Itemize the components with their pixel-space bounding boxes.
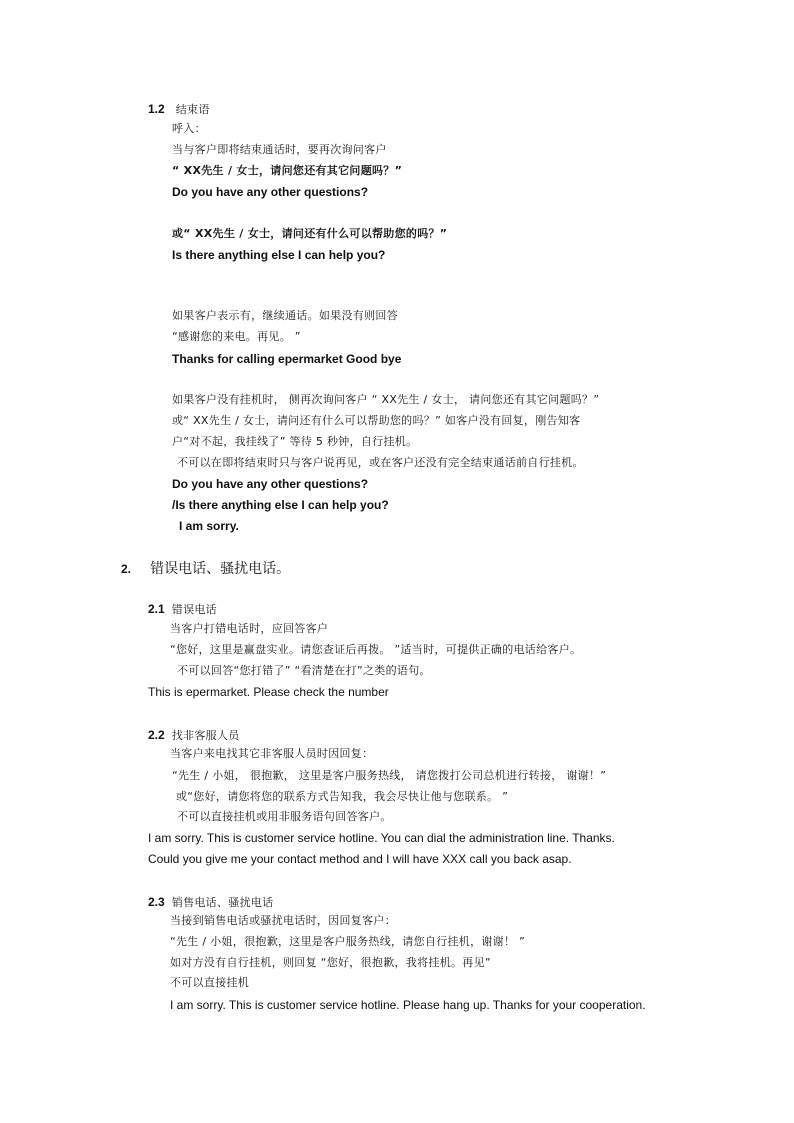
english-phrase: Could you give me your contact method and I will have XXX call you back asap. bbox=[148, 852, 572, 866]
english-phrase: I am sorry. bbox=[179, 519, 239, 533]
english-phrase: I am sorry. This is customer service hotline. You can dial the administration line. Thanks. bbox=[148, 831, 615, 845]
text-line: 或“您好，请您将您的联系方式告知我，我会尽快让他与您联系。 ” bbox=[176, 790, 509, 803]
section-number: 2. bbox=[121, 562, 132, 576]
text-line: 不可以直接挂机或用非服务语句回答客户。 bbox=[177, 810, 392, 823]
section-number: 2.1 bbox=[148, 602, 165, 616]
text-line: 不可以直接挂机 bbox=[170, 976, 250, 989]
text-line: 呼入： bbox=[172, 122, 206, 135]
text-line: “先生 / 小姐，很抱歉，这里是客户服务热线，请您自行挂机，谢谢！ ” bbox=[170, 935, 526, 948]
english-phrase: This is epermarket. Please check the number bbox=[148, 685, 389, 699]
text-line: “ XX先生 / 女士，请问您还有其它问题吗？” bbox=[172, 164, 403, 177]
text-line: 如对方没有自行挂机，则回复 “您好，很抱歉，我将挂机。再见” bbox=[170, 956, 491, 969]
text-line: 如果客户没有挂机时， 侧再次询问客户 “ XX先生 / 女士， 请问您还有其它问题吗？” bbox=[172, 393, 600, 406]
section-number: 1.2 bbox=[148, 102, 165, 116]
text-line: 当与客户即将结束通话时，要再次询问客户 bbox=[172, 143, 387, 156]
section-number: 2.2 bbox=[148, 728, 165, 742]
section-number: 2.3 bbox=[148, 895, 165, 909]
english-phrase: Thanks for calling epermarket Good bye bbox=[172, 352, 402, 366]
text-line: 不可以在即将结束时只与客户说再见，或在客户还没有完全结束通话前自行挂机。 bbox=[177, 456, 584, 469]
text-line: 当客户来电找其它非客服人员时因回复： bbox=[170, 747, 374, 760]
section-title: 错误电话 bbox=[171, 603, 217, 616]
text-line: 当接到销售电话或骚扰电话时，因回复客户： bbox=[170, 914, 396, 927]
english-phrase: Is there anything else I can help you? bbox=[172, 248, 386, 262]
text-line: 如果客户表示有，继续通话。如果没有则回答 bbox=[172, 309, 398, 322]
section-2-2-heading bbox=[148, 726, 240, 744]
english-phrase: Do you have any other questions? bbox=[172, 185, 369, 199]
section-title: 错误电话、骚扰电话。 bbox=[150, 561, 291, 577]
text-line: 或“ XX先生 / 女士，请问还有什么可以帮助您的吗？” bbox=[172, 227, 448, 240]
section-2-3-heading bbox=[148, 893, 273, 911]
text-line: 或“ XX先生 / 女士，请问还有什么可以帮助您的吗？” 如客户没有回复，刚告知客 bbox=[172, 414, 581, 427]
section-title: 结束语 bbox=[175, 103, 210, 116]
text-line: “先生 / 小姐， 很抱歉， 这里是客户服务热线， 请您拨打公司总机进行转接， 谢谢！” bbox=[172, 769, 607, 782]
text-line: 当客户打错电话时，应回答客户 bbox=[170, 622, 329, 635]
section-title: 找非客服人员 bbox=[171, 729, 240, 742]
text-line: 不可以回答“您打错了” “看清楚在打”之类的语句。 bbox=[177, 664, 431, 677]
text-line: 户“对不起，我挂线了” 等待 5 秒钟，自行挂机。 bbox=[172, 435, 418, 448]
section-title: 销售电话、骚扰电话 bbox=[171, 896, 274, 909]
text-line: “感谢您的来电。再见。 ” bbox=[172, 330, 301, 343]
english-phrase: I am sorry. This is customer service hotline. Please hang up. Thanks for your cooperation. bbox=[170, 998, 646, 1012]
section-1-2-heading bbox=[148, 100, 210, 118]
text-line: “您好，这里是赢盘实业。请您查证后再拨。 ”适当时，可提供正确的电话给客户。 bbox=[170, 643, 582, 656]
english-phrase: /Is there anything else I can help you? bbox=[172, 498, 389, 512]
section-2-1-heading bbox=[148, 600, 217, 618]
section-2-heading bbox=[121, 560, 290, 577]
english-phrase: Do you have any other questions? bbox=[172, 477, 369, 491]
